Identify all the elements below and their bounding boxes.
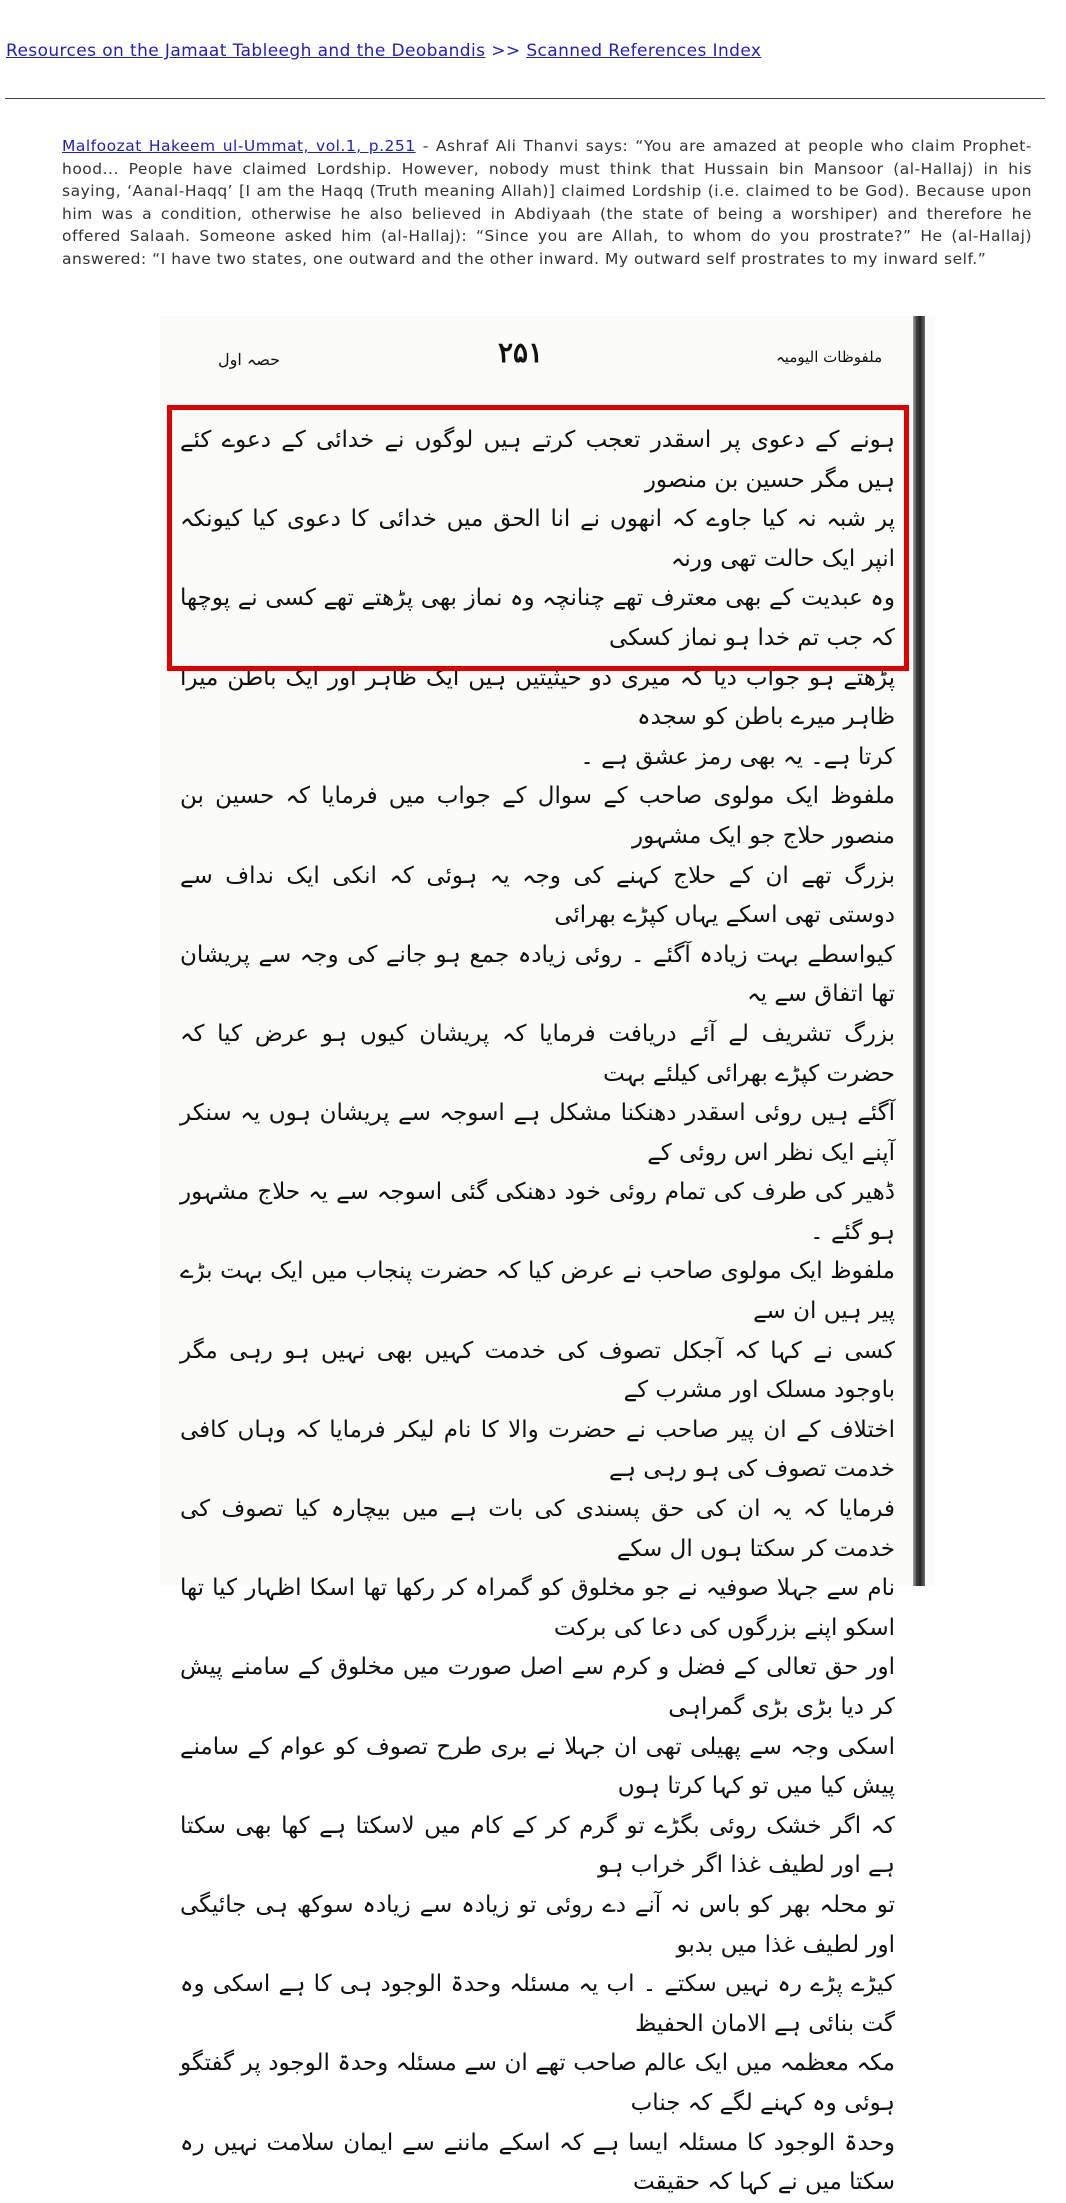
source-reference-link[interactable]: Malfoozat Hakeem ul-Ummat, vol.1, p.251	[62, 137, 416, 155]
urdu-line: مکہ معظمہ میں ایک عالم صاحب تھے ان سے مسئلہ وحدۃ الوجود پر گفتگو ہوئی وہ کہنے لگے کہ جناب	[180, 2050, 895, 2116]
urdu-line: کسی نے کہا کہ آجکل تصوف کی خدمت کہیں بھی نہیں ہو رہی مگر باوجود مسلک اور مشرب کے	[180, 1337, 895, 1404]
scan-binding-shadow	[913, 316, 925, 1586]
urdu-line: پڑھتے ہو جواب دیا کہ میری دو حیثیتیں ہیں ایک ظاہر اور ایک باطن میرا ظاہر میرے باطن کو سجدہ	[180, 664, 895, 731]
urdu-line: وحدۃ الوجود کا مسئلہ ایسا ہے کہ اسکے ماننے سے ایمان سلامت نہیں رہ سکتا میں نے کہا کہ حقیقت	[180, 2129, 895, 2196]
caption-quote-text: - Ashraf Ali Thanvi says: “You are amazed at people who claim Prophet-hood... People have claimed Lordship. However, nobody must think that Hussain bin Mansoor (al-Hallaj) in his saying, ‘Aanal-Haqq’ [I am the Haqq (Truth meaning Allah)] claimed Lordship (i.e. claimed to be God). Because upon him was a condition, otherwise he also believed in Abdiyaah (the state of being a worshiper) and therefore he offered Salaah. Someone asked him (al-Hallaj): “Since you are Allah, to whom do you prostrate?” He (al-Hallaj) answered: “I have two states, one outward and the other inward. My outward self prostrates to my inward self.”	[62, 137, 1032, 268]
scan-volume-label: حصہ اول	[218, 350, 281, 369]
urdu-line: ہونے کے دعوی پر اسقدر تعجب کرتے ہیں لوگوں نے خدائی کے دعوے کئے ہیں مگر حسین بن منصور	[180, 427, 895, 493]
urdu-line: نام سے جہلا صوفیہ نے جو مخلوق کو گمراہ کر رکھا تھا اسکا اظہار کیا تھا اسکو اپنے بزرگوں کی دعا کی برکت	[180, 1575, 895, 1641]
urdu-line: فرمایا کہ یہ ان کی حق پسندی کی بات ہے میں بیچارہ کیا تصوف کی خدمت کر سکتا ہوں ال سکے	[180, 1496, 895, 1562]
urdu-line: کرتا ہے۔ یہ بھی رمز عشق ہے ۔	[580, 743, 895, 770]
urdu-line: کیڑے پڑے رہ نہیں سکتے ۔ اب یہ مسئلہ وحدۃ الوجود ہی کا ہے اسکی وہ گت بنائی ہے الامان الحفیظ	[180, 1971, 895, 2037]
horizontal-divider	[5, 98, 1045, 99]
urdu-line: تو محلہ بھر کو باس نہ آنے دے روئی تو زیادہ سے زیادہ سوکھ ہی جائیگی اور لطیف غذا میں بدبو	[180, 1891, 895, 1958]
breadcrumb-parent-link[interactable]: Resources on the Jamaat Tableegh and the Deobandis	[6, 41, 486, 61]
breadcrumb	[6, 41, 761, 61]
urdu-line: پر شبہ نہ کیا جاوے کہ انھوں نے انا الحق میں خدائی کا دعوی کیا کیونکہ انپر ایک حالت تھی ورنہ	[180, 506, 895, 572]
urdu-line: اور حق تعالی کے فضل و کرم سے اصل صورت میں مخلوق کے سامنے پیش کر دیا بڑی بڑی گمراہی	[180, 1654, 895, 1720]
breadcrumb-separator: >>	[491, 41, 521, 61]
reference-caption	[62, 135, 1032, 270]
scan-book-title: ملفوظات الیومیہ	[776, 348, 883, 366]
urdu-line: اسکی وجہ سے پھیلی تھی ان جہلا نے بری طرح تصوف کو عوام کے سامنے پیش کیا میں تو کہا کرتا ہوں	[180, 1733, 895, 1800]
urdu-line: ملفوظ ایک مولوی صاحب کے سوال کے جواب میں فرمایا کہ حسین بن منصور حلاج جو ایک مشہور	[180, 783, 895, 849]
urdu-line: بزرگ تھے ان کے حلاج کہنے کی وجہ یہ ہوئی کہ انکی ایک نداف سے دوستی تھی اسکے یہاں کپڑے بھرائی	[180, 862, 895, 929]
urdu-line: بزرگ تشریف لے آئے دریافت فرمایا کہ پریشان کیوں ہو عرض کیا کہ حضرت کپڑے بھرائی کیلئے بہت	[180, 1020, 895, 1087]
urdu-line: ڈھیر کی طرف کی تمام روئی خود دھنکی گئی اسوجہ سے یہ حلاج مشہور ہو گئے ۔	[180, 1179, 895, 1245]
scan-page-number: ۲۵۱	[498, 336, 544, 369]
urdu-line: ملفوظ ایک مولوی صاحب نے عرض کیا کہ حضرت پنجاب میں ایک بہت بڑے پیر ہیں ان سے	[180, 1258, 895, 1325]
scan-urdu-text	[180, 421, 895, 2203]
scan-page-header	[160, 330, 900, 380]
urdu-line: وہ عبدیت کے بھی معترف تھے چنانچہ وہ نماز بھی پڑھتے تھے کسی نے پوچھا کہ جب تم خدا ہو نماز کسکی	[180, 585, 895, 651]
urdu-line: کہ اگر خشک روئی بگڑے تو گرم کر کے کام میں لاسکتا ہے کھا بھی سکتا ہے اور لطیف غذا اگر خراب ہو	[180, 1812, 895, 1879]
urdu-line: اختلاف کے ان پیر صاحب نے حضرت والا کا نام لیکر فرمایا کہ وہاں کافی خدمت تصوف کی ہو رہی ہے	[180, 1416, 895, 1483]
urdu-line: کیواسطے بہت زیادہ آگئے ۔ روئی زیادہ جمع ہو جانے کی وجہ سے پریشان تھا اتفاق سے یہ	[180, 941, 895, 1008]
urdu-line: آگئے ہیں روئی اسقدر دھنکنا مشکل ہے اسوجہ سے پریشان ہوں یہ سنکر آپنے ایک نظر اس روئی کے	[180, 1100, 895, 1166]
scanned-page-image	[160, 316, 935, 2196]
breadcrumb-scanned-references-link[interactable]: Scanned References Index	[526, 41, 762, 61]
